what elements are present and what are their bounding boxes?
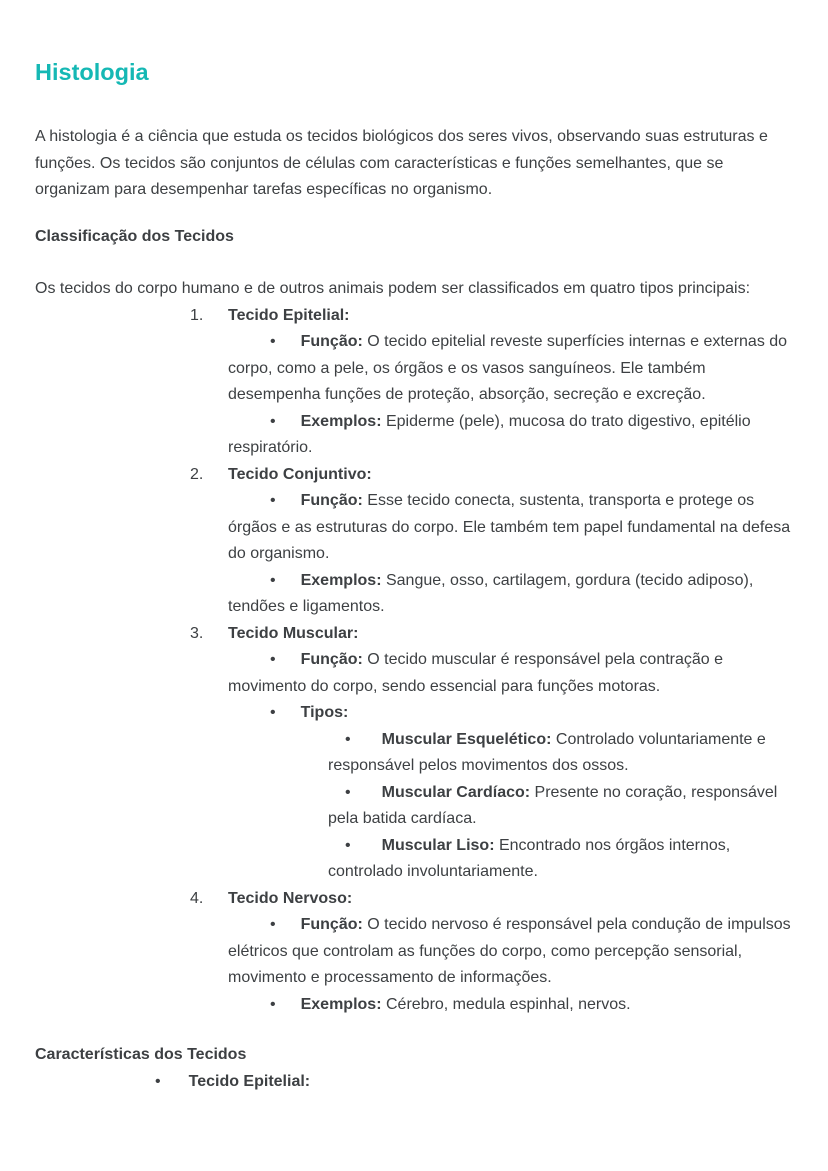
sub-bullet-muscular-esqueletico [328, 727, 795, 780]
bullet-text: Controlado voluntariamente e responsável pelos movimentos dos ossos. [328, 730, 766, 774]
sub-bullet-muscular-liso [328, 833, 795, 886]
bullet-exemplos [228, 568, 795, 621]
bullet-label: Muscular Liso: [381, 836, 495, 854]
characteristics-bullet-tecido-epitelial [120, 1069, 795, 1096]
list-item-title: Tecido Conjuntivo: [228, 465, 372, 483]
bullet-label: Exemplos: [300, 995, 382, 1013]
list-item-tecido-conjuntivo [190, 462, 795, 621]
bullet-label: Muscular Esquelético: [381, 730, 552, 748]
bullet-icon: • [270, 995, 276, 1013]
tissue-numbered-list [35, 303, 795, 1019]
list-item-number: 3. [190, 624, 204, 642]
section-heading-caracteristicas: Características dos Tecidos [35, 1046, 247, 1063]
list-item-tecido-muscular [190, 621, 795, 886]
bullet-text: O tecido nervoso é responsável pela condução de impulsos elétricos que controlam as funções do corpo, como percepção sensorial, movimento e processamento de informações. [228, 916, 791, 986]
sub-bullet-muscular-cardiaco [328, 780, 795, 833]
bullet-icon: • [270, 651, 276, 668]
bullet-text: Epiderme (pele), mucosa do trato digestivo, epitélio respiratório. [228, 412, 751, 456]
section-heading-classificacao: Classificação dos Tecidos [35, 227, 234, 245]
bullet-label: Exemplos: [300, 571, 382, 589]
bullet-icon: • [270, 704, 276, 721]
bullet-label: Exemplos: [300, 412, 382, 430]
list-item-tecido-nervoso [190, 886, 795, 1019]
bullet-text: Presente no coração, responsável pela batida cardíaca. [328, 783, 778, 827]
bullet-icon: • [270, 916, 276, 933]
bullet-icon: • [345, 783, 351, 801]
bullet-text: O tecido epitelial reveste superfícies internas e externas do corpo, como a pele, os órgãos e os vasos sanguíneos. Ele também desempenha funções de proteção, absorção, secreção e excreção. [228, 333, 788, 403]
bullet-funcao [228, 488, 795, 568]
bullet-label: Tecido Epitelial: [188, 1072, 311, 1090]
bullet-funcao [228, 912, 795, 992]
bullet-text: Cérebro, medula espinhal, nervos. [385, 995, 631, 1013]
classification-intro: Os tecidos do corpo humano e de outros animais podem ser classificados em quatro tipos principais: [35, 280, 751, 297]
list-item-number: 1. [190, 306, 204, 324]
bullet-icon: • [345, 730, 351, 748]
bullet-text: Sangue, osso, cartilagem, gordura (tecido adiposo), tendões e ligamentos. [228, 571, 754, 615]
bullet-icon: • [270, 333, 276, 350]
bullet-icon: • [270, 571, 276, 589]
list-item-number: 2. [190, 465, 204, 483]
bullet-exemplos [228, 409, 795, 462]
bullet-label: Função: [300, 333, 363, 350]
bullet-text: Encontrado nos órgãos internos, controlado involuntariamente. [328, 836, 731, 880]
list-item-title: Tecido Nervoso: [228, 889, 353, 907]
bullet-label: Tipos: [300, 704, 349, 721]
bullet-label: Função: [300, 492, 363, 509]
bullet-label: Muscular Cardíaco: [381, 783, 531, 801]
bullet-icon: • [270, 492, 276, 509]
list-item-number: 4. [190, 889, 204, 907]
intro-paragraph: A histologia é a ciência que estuda os tecidos biológicos dos seres vivos, observando suas estruturas e funções. Os tecidos são conjuntos de células com características e funções semelhantes, que se organizam para desempenhar tarefas específicas no organismo. [35, 128, 768, 198]
bullet-icon: • [345, 836, 351, 854]
list-item-title: Tecido Muscular: [228, 624, 359, 642]
list-item-tecido-epitelial [190, 303, 795, 462]
bullet-tipos [228, 700, 795, 727]
bullet-text: O tecido muscular é responsável pela contração e movimento do corpo, sendo essencial para funções motoras. [228, 651, 724, 695]
bullet-funcao [228, 647, 795, 700]
bullet-icon: • [270, 412, 276, 430]
bullet-text: Esse tecido conecta, sustenta, transporta e protege os órgãos e as estruturas do corpo. Ele também tem papel fundamental na defesa do organismo. [228, 492, 791, 562]
bullet-label: Função: [300, 916, 363, 933]
bullet-funcao [228, 329, 795, 409]
bullet-label: Função: [300, 651, 363, 668]
page-title: Histologia [35, 59, 149, 85]
bullet-exemplos [228, 992, 795, 1019]
bullet-icon: • [155, 1072, 161, 1090]
list-item-title: Tecido Epitelial: [228, 306, 350, 324]
